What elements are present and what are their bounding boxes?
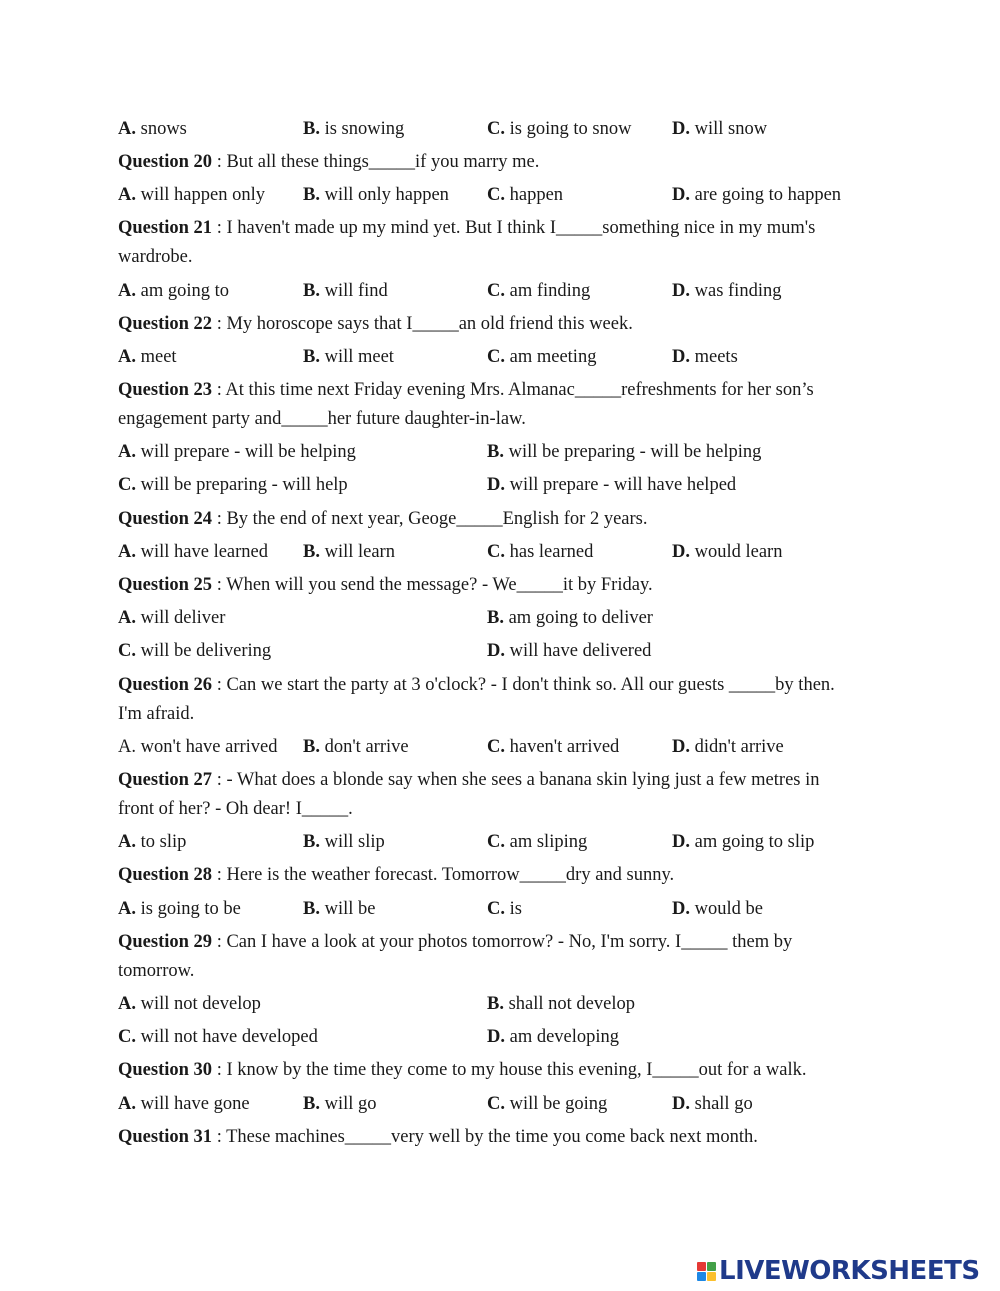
q28-stem: Question 28 : Here is the weather forecast. Tomorrow_____dry and sunny. bbox=[118, 865, 675, 885]
q30-option-a[interactable]: A. will have gone bbox=[118, 1094, 250, 1114]
q27-option-a[interactable]: A. to slip bbox=[118, 832, 187, 852]
q31-stem: Question 31 : These machines_____very well by the time you come back next month. bbox=[118, 1127, 758, 1147]
q28-option-c[interactable]: C. is bbox=[487, 899, 522, 919]
q24-option-d[interactable]: D. would learn bbox=[672, 542, 783, 562]
q22-option-b[interactable]: B. will meet bbox=[303, 347, 394, 367]
q22-stem: Question 22 : My horoscope says that I_____an old friend this week. bbox=[118, 314, 633, 334]
q27-option-b[interactable]: B. will slip bbox=[303, 832, 385, 852]
q30-option-b[interactable]: B. will go bbox=[303, 1094, 377, 1114]
q20-stem: Question 20 : But all these things_____if you marry me. bbox=[118, 152, 540, 172]
q19-option-a[interactable]: A. snows bbox=[118, 119, 187, 139]
q29-option-b[interactable]: B. shall not develop bbox=[487, 994, 635, 1014]
q28-option-b[interactable]: B. will be bbox=[303, 899, 376, 919]
logo-mark-icon bbox=[697, 1262, 716, 1281]
q23-stem: Question 23 : At this time next Friday evening Mrs. Almanac_____refreshments for her son’s bbox=[118, 380, 814, 400]
q21-option-b[interactable]: B. will find bbox=[303, 281, 388, 301]
q22-option-a[interactable]: A. meet bbox=[118, 347, 177, 367]
q25-option-b[interactable]: B. am going to deliver bbox=[487, 608, 653, 628]
logo-text: LIVEWORKSHEETS bbox=[719, 1256, 980, 1286]
q25-option-a[interactable]: A. will deliver bbox=[118, 608, 226, 628]
q28-option-d[interactable]: D. would be bbox=[672, 899, 763, 919]
q30-stem: Question 30 : I know by the time they come to my house this evening, I_____out for a walk. bbox=[118, 1060, 807, 1080]
q23-option-a[interactable]: A. will prepare - will be helping bbox=[118, 442, 356, 462]
q21-option-d[interactable]: D. was finding bbox=[672, 281, 782, 301]
q21-option-a[interactable]: A. am going to bbox=[118, 281, 230, 301]
q26-option-c[interactable]: C. haven't arrived bbox=[487, 737, 620, 757]
q24-option-a[interactable]: A. will have learned bbox=[118, 542, 269, 562]
q27-stem-cont: front of her? - Oh dear! I_____. bbox=[118, 799, 353, 819]
q24-option-c[interactable]: C. has learned bbox=[487, 542, 594, 562]
q27-stem: Question 27 : - What does a blonde say when she sees a banana skin lying just a few metres in bbox=[118, 770, 820, 790]
q21-option-c[interactable]: C. am finding bbox=[487, 281, 591, 301]
q24-option-b[interactable]: B. will learn bbox=[303, 542, 395, 562]
q24-stem: Question 24 : By the end of next year, Geoge_____English for 2 years. bbox=[118, 509, 648, 529]
q29-option-c[interactable]: C. will not have developed bbox=[118, 1027, 318, 1047]
q26-option-d[interactable]: D. didn't arrive bbox=[672, 737, 784, 757]
q20-option-a[interactable]: A. will happen only bbox=[118, 185, 265, 205]
q25-option-c[interactable]: C. will be delivering bbox=[118, 641, 272, 661]
q23-option-d[interactable]: D. will prepare - will have helped bbox=[487, 475, 737, 495]
q20-option-c[interactable]: C. happen bbox=[487, 185, 564, 205]
q29-option-d[interactable]: D. am developing bbox=[487, 1027, 620, 1047]
q27-option-d[interactable]: D. am going to slip bbox=[672, 832, 815, 852]
q20-option-b[interactable]: B. will only happen bbox=[303, 185, 449, 205]
q27-option-c[interactable]: C. am sliping bbox=[487, 832, 588, 852]
q19-option-b[interactable]: B. is snowing bbox=[303, 119, 405, 139]
q21-stem: Question 21 : I haven't made up my mind yet. But I think I_____something nice in my mum's bbox=[118, 218, 816, 238]
q21-stem-cont: wardrobe. bbox=[118, 247, 193, 267]
q22-option-d[interactable]: D. meets bbox=[672, 347, 738, 367]
q20-option-d[interactable]: D. are going to happen bbox=[672, 185, 842, 205]
q30-option-c[interactable]: C. will be going bbox=[487, 1094, 608, 1114]
q26-stem-cont: I'm afraid. bbox=[118, 704, 195, 724]
q26-option-b[interactable]: B. don't arrive bbox=[303, 737, 409, 757]
q29-stem-cont: tomorrow. bbox=[118, 961, 195, 981]
q23-stem-cont: engagement party and_____her future daughter-in-law. bbox=[118, 409, 526, 429]
liveworksheets-logo bbox=[697, 1257, 980, 1285]
q25-stem: Question 25 : When will you send the message? - We_____it by Friday. bbox=[118, 575, 653, 595]
q25-option-d[interactable]: D. will have delivered bbox=[487, 641, 652, 661]
q28-option-a[interactable]: A. is going to be bbox=[118, 899, 241, 919]
q19-option-d[interactable]: D. will snow bbox=[672, 119, 768, 139]
q30-option-d[interactable]: D. shall go bbox=[672, 1094, 753, 1114]
q23-option-b[interactable]: B. will be preparing - will be helping bbox=[487, 442, 762, 462]
q19-option-c[interactable]: C. is going to snow bbox=[487, 119, 632, 139]
q29-stem: Question 29 : Can I have a look at your photos tomorrow? - No, I'm sorry. I_____ them by bbox=[118, 932, 793, 952]
q22-option-c[interactable]: C. am meeting bbox=[487, 347, 597, 367]
q23-option-c[interactable]: C. will be preparing - will help bbox=[118, 475, 348, 495]
q26-stem: Question 26 : Can we start the party at 3 o'clock? - I don't think so. All our guests _____by then. bbox=[118, 675, 835, 695]
q29-option-a[interactable]: A. will not develop bbox=[118, 994, 261, 1014]
q26-option-a[interactable]: A. won't have arrived bbox=[118, 737, 278, 757]
